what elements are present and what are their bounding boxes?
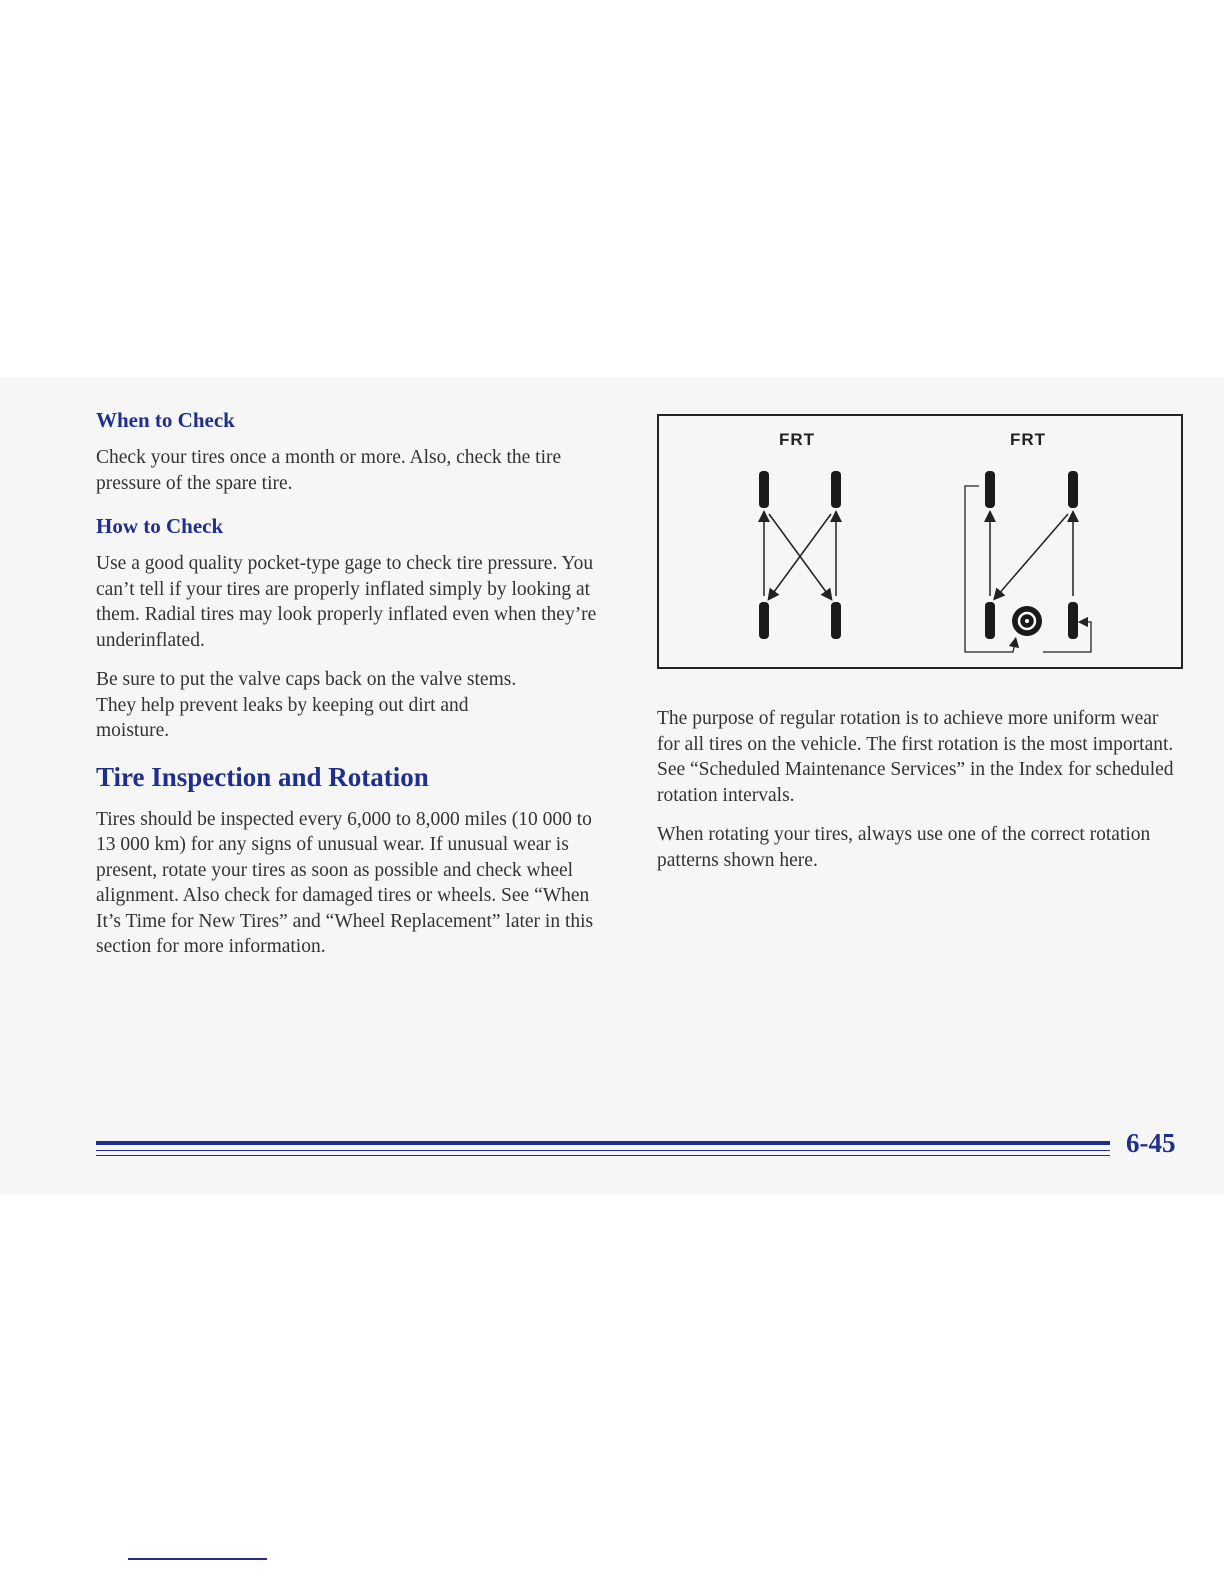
- how-to-check-text-2: Be sure to put the valve caps back on the valve stems. They help prevent leaks by keeping out dirt and moisture.: [96, 669, 517, 741]
- tire-left-rl: [759, 602, 769, 639]
- frt-label-left: FRT: [779, 430, 816, 449]
- arrow-right-spare-to-rr: [1043, 622, 1091, 652]
- right-column: [657, 706, 1177, 887]
- page-number: 6-45: [1126, 1128, 1176, 1158]
- tire-inspection-heading: Tire Inspection and Rotation: [96, 761, 429, 792]
- footer-rule: [96, 1141, 1110, 1145]
- arrow-left-fl-to-rr: [769, 514, 829, 596]
- spare-tire-center: [1025, 619, 1029, 623]
- when-to-check-heading: When to Check: [96, 408, 235, 432]
- how-to-check-heading: How to Check: [96, 514, 224, 538]
- tire-left-fr: [831, 471, 841, 508]
- footer-rule-thin: [96, 1155, 1110, 1156]
- tire-right-fr: [1068, 471, 1078, 508]
- tire-right-rr: [1068, 602, 1078, 639]
- tire-left-fl: [759, 471, 769, 508]
- rotation-patterns-text: When rotating your tires, always use one of the correct rotation patterns shown here.: [657, 824, 1151, 871]
- arrow-left-fr-to-rl: [771, 514, 831, 596]
- tire-left-rr: [831, 602, 841, 639]
- rotation-patterns-svg: [659, 416, 1181, 667]
- footer-rule-thin: [96, 1150, 1110, 1151]
- tire-right-rl: [985, 602, 995, 639]
- tire-right-fl: [985, 471, 995, 508]
- when-to-check-text: Check your tires once a month or more. Also, check the tire pressure of the spare tire.: [96, 447, 562, 494]
- arrow-right-fr-to-rl: [997, 514, 1068, 596]
- bottom-rule: [128, 1558, 267, 1560]
- rotation-purpose-text: The purpose of regular rotation is to achieve more uniform wear for all tires on the vehicle. The first rotation is the most important. See “Scheduled Maintenance Services” in the Index for scheduled rotation intervals.: [657, 708, 1174, 806]
- left-column: [96, 408, 616, 974]
- rotation-diagram: [657, 414, 1183, 669]
- frt-label-right: FRT: [1010, 430, 1047, 449]
- how-to-check-text-1: Use a good quality pocket-type gage to check tire pressure. You can’t tell if your tires are properly inflated simply by looking at them. Radial tires may look properly inflated even when they’re underinflated.: [96, 553, 597, 651]
- tire-inspection-text: Tires should be inspected every 6,000 to 8,000 miles (10 000 to 13 000 km) for any signs of unusual wear. If unusual wear is present, rotate your tires as soon as possible and check wheel alignment. Also check for damaged tires or wheels. See “When It’s Time for New Tires” and “Wheel Replacement” later in this section for more information.: [96, 808, 594, 957]
